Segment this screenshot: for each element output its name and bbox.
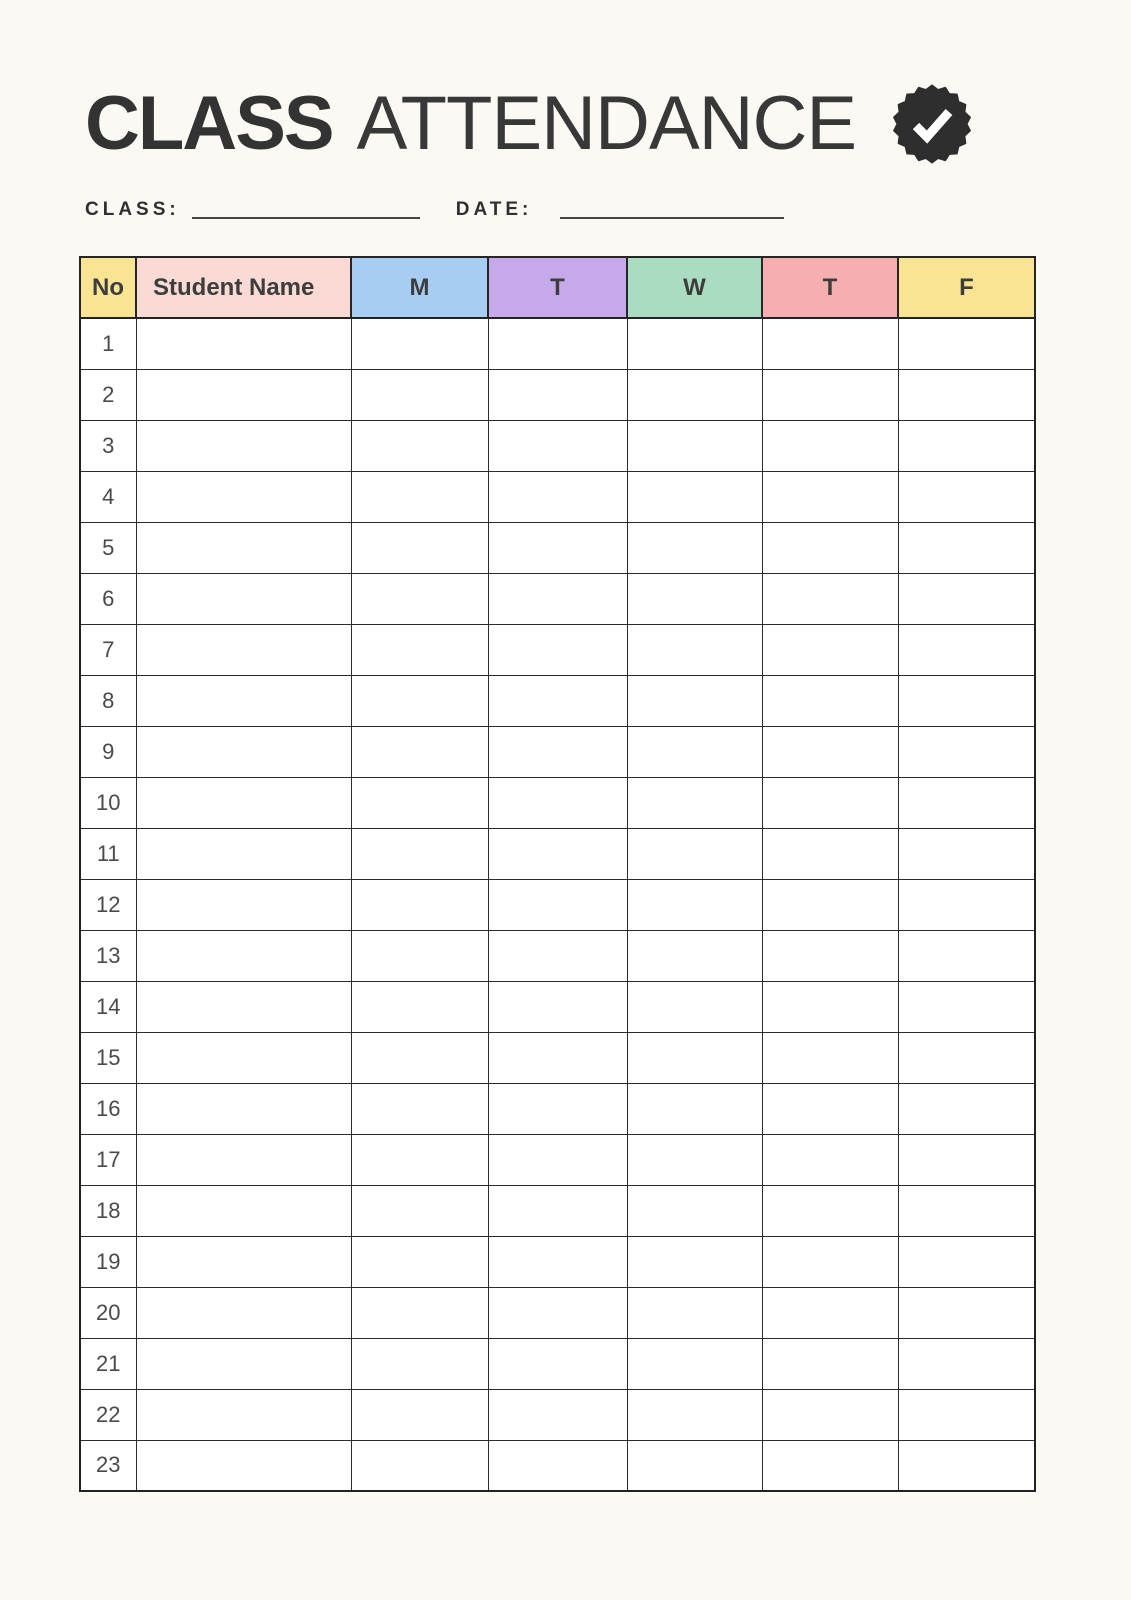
attendance-mark-cell[interactable] xyxy=(488,1134,627,1185)
attendance-mark-cell[interactable] xyxy=(488,1236,627,1287)
table-row xyxy=(80,726,1035,777)
table-row xyxy=(80,1134,1035,1185)
attendance-mark-cell[interactable] xyxy=(488,981,627,1032)
column-header-thursday: T xyxy=(762,257,898,318)
attendance-mark-cell[interactable] xyxy=(762,1389,898,1440)
attendance-mark-cell[interactable] xyxy=(627,420,762,471)
attendance-mark-cell[interactable] xyxy=(898,1440,1035,1491)
attendance-mark-cell[interactable] xyxy=(627,1287,762,1338)
student-name-cell[interactable] xyxy=(136,1287,351,1338)
table-row xyxy=(80,879,1035,930)
student-name-cell[interactable] xyxy=(136,369,351,420)
attendance-mark-cell[interactable] xyxy=(627,930,762,981)
attendance-mark-cell[interactable] xyxy=(898,420,1035,471)
student-name-cell[interactable] xyxy=(136,1338,351,1389)
attendance-mark-cell[interactable] xyxy=(627,624,762,675)
student-name-cell[interactable] xyxy=(136,828,351,879)
student-name-cell[interactable] xyxy=(136,1134,351,1185)
badge-seal xyxy=(894,85,970,162)
row-number: 9 xyxy=(80,726,136,777)
attendance-mark-cell[interactable] xyxy=(762,675,898,726)
attendance-mark-cell[interactable] xyxy=(762,573,898,624)
attendance-mark-cell[interactable] xyxy=(351,777,488,828)
table-row xyxy=(80,318,1035,369)
attendance-mark-cell[interactable] xyxy=(488,1440,627,1491)
table-row xyxy=(80,1338,1035,1389)
column-header-monday: M xyxy=(351,257,488,318)
title-class: CLASS xyxy=(85,81,333,166)
attendance-mark-cell[interactable] xyxy=(627,1440,762,1491)
attendance-mark-cell[interactable] xyxy=(898,369,1035,420)
attendance-mark-cell[interactable] xyxy=(898,1389,1035,1440)
student-name-cell[interactable] xyxy=(136,1236,351,1287)
table-row xyxy=(80,1440,1035,1491)
attendance-mark-cell[interactable] xyxy=(488,828,627,879)
attendance-mark-cell[interactable] xyxy=(351,1389,488,1440)
attendance-mark-cell[interactable] xyxy=(762,624,898,675)
row-number: 12 xyxy=(80,879,136,930)
table-row xyxy=(80,1083,1035,1134)
attendance-mark-cell[interactable] xyxy=(898,1185,1035,1236)
attendance-mark-cell[interactable] xyxy=(488,1287,627,1338)
row-number: 8 xyxy=(80,675,136,726)
table-row xyxy=(80,624,1035,675)
student-name-cell[interactable] xyxy=(136,1032,351,1083)
attendance-mark-cell[interactable] xyxy=(488,1389,627,1440)
attendance-mark-cell[interactable] xyxy=(488,726,627,777)
attendance-mark-cell[interactable] xyxy=(898,675,1035,726)
attendance-mark-cell[interactable] xyxy=(762,1185,898,1236)
attendance-mark-cell[interactable] xyxy=(762,828,898,879)
check-badge-icon xyxy=(892,84,972,164)
attendance-mark-cell[interactable] xyxy=(627,471,762,522)
attendance-mark-cell[interactable] xyxy=(762,1338,898,1389)
student-name-cell[interactable] xyxy=(136,675,351,726)
attendance-mark-cell[interactable] xyxy=(488,624,627,675)
student-name-cell[interactable] xyxy=(136,1389,351,1440)
attendance-mark-cell[interactable] xyxy=(898,1134,1035,1185)
date-field-line[interactable] xyxy=(560,213,784,219)
table-row xyxy=(80,471,1035,522)
attendance-mark-cell[interactable] xyxy=(762,1134,898,1185)
attendance-mark-cell[interactable] xyxy=(351,318,488,369)
page-title xyxy=(85,80,972,167)
column-header-wednesday: W xyxy=(627,257,762,318)
attendance-mark-cell[interactable] xyxy=(351,828,488,879)
attendance-mark-cell[interactable] xyxy=(762,930,898,981)
title-attendance: ATTENDANCE xyxy=(356,81,857,166)
attendance-mark-cell[interactable] xyxy=(351,981,488,1032)
table-header-row xyxy=(80,257,1035,318)
table-row xyxy=(80,1032,1035,1083)
table-row xyxy=(80,1287,1035,1338)
attendance-mark-cell[interactable] xyxy=(627,879,762,930)
attendance-mark-cell[interactable] xyxy=(488,1338,627,1389)
attendance-mark-cell[interactable] xyxy=(351,879,488,930)
table-row xyxy=(80,777,1035,828)
column-header-student-name: Student Name xyxy=(136,257,351,318)
date-field-label: DATE: xyxy=(455,199,533,220)
attendance-mark-cell[interactable] xyxy=(488,879,627,930)
attendance-mark-cell[interactable] xyxy=(627,777,762,828)
attendance-mark-cell[interactable] xyxy=(351,726,488,777)
attendance-mark-cell[interactable] xyxy=(627,1032,762,1083)
attendance-mark-cell[interactable] xyxy=(762,726,898,777)
attendance-mark-cell[interactable] xyxy=(351,369,488,420)
table-row xyxy=(80,675,1035,726)
row-number: 2 xyxy=(80,369,136,420)
table-row xyxy=(80,573,1035,624)
column-header-friday: F xyxy=(898,257,1035,318)
row-number: 3 xyxy=(80,420,136,471)
attendance-mark-cell[interactable] xyxy=(762,777,898,828)
student-name-cell[interactable] xyxy=(136,777,351,828)
attendance-mark-cell[interactable] xyxy=(627,828,762,879)
attendance-mark-cell[interactable] xyxy=(351,1236,488,1287)
attendance-mark-cell[interactable] xyxy=(627,1236,762,1287)
table-row xyxy=(80,828,1035,879)
student-name-cell[interactable] xyxy=(136,1185,351,1236)
attendance-mark-cell[interactable] xyxy=(488,675,627,726)
attendance-mark-cell[interactable] xyxy=(351,1338,488,1389)
attendance-mark-cell[interactable] xyxy=(762,1236,898,1287)
row-number: 7 xyxy=(80,624,136,675)
attendance-mark-cell[interactable] xyxy=(898,726,1035,777)
attendance-mark-cell[interactable] xyxy=(627,1134,762,1185)
attendance-mark-cell[interactable] xyxy=(351,420,488,471)
attendance-mark-cell[interactable] xyxy=(898,828,1035,879)
attendance-mark-cell[interactable] xyxy=(627,1185,762,1236)
row-number: 15 xyxy=(80,1032,136,1083)
table-body xyxy=(80,318,1035,1491)
attendance-mark-cell[interactable] xyxy=(898,1338,1035,1389)
attendance-mark-cell[interactable] xyxy=(351,471,488,522)
row-number: 17 xyxy=(80,1134,136,1185)
row-number: 6 xyxy=(80,573,136,624)
attendance-mark-cell[interactable] xyxy=(488,522,627,573)
table-row xyxy=(80,981,1035,1032)
attendance-mark-cell[interactable] xyxy=(762,1287,898,1338)
row-number: 14 xyxy=(80,981,136,1032)
student-name-cell[interactable] xyxy=(136,930,351,981)
row-number: 11 xyxy=(80,828,136,879)
attendance-mark-cell[interactable] xyxy=(762,1032,898,1083)
attendance-mark-cell[interactable] xyxy=(898,1032,1035,1083)
attendance-mark-cell[interactable] xyxy=(488,1032,627,1083)
attendance-mark-cell[interactable] xyxy=(351,1134,488,1185)
attendance-mark-cell[interactable] xyxy=(762,522,898,573)
attendance-mark-cell[interactable] xyxy=(351,624,488,675)
row-number: 18 xyxy=(80,1185,136,1236)
attendance-mark-cell[interactable] xyxy=(488,1185,627,1236)
attendance-mark-cell[interactable] xyxy=(898,573,1035,624)
attendance-mark-cell[interactable] xyxy=(898,624,1035,675)
row-number: 20 xyxy=(80,1287,136,1338)
attendance-mark-cell[interactable] xyxy=(488,777,627,828)
table-row xyxy=(80,1236,1035,1287)
attendance-mark-cell[interactable] xyxy=(627,1083,762,1134)
attendance-table xyxy=(79,256,1036,1492)
attendance-mark-cell[interactable] xyxy=(762,369,898,420)
row-number: 23 xyxy=(80,1440,136,1491)
class-field-line[interactable] xyxy=(192,213,420,219)
attendance-mark-cell[interactable] xyxy=(488,471,627,522)
attendance-mark-cell[interactable] xyxy=(351,1083,488,1134)
attendance-mark-cell[interactable] xyxy=(627,726,762,777)
row-number: 1 xyxy=(80,318,136,369)
attendance-mark-cell[interactable] xyxy=(351,930,488,981)
attendance-mark-cell[interactable] xyxy=(762,1440,898,1491)
attendance-mark-cell[interactable] xyxy=(762,879,898,930)
student-name-cell[interactable] xyxy=(136,318,351,369)
attendance-mark-cell[interactable] xyxy=(898,879,1035,930)
table-row xyxy=(80,420,1035,471)
student-name-cell[interactable] xyxy=(136,573,351,624)
attendance-mark-cell[interactable] xyxy=(627,1389,762,1440)
attendance-mark-cell[interactable] xyxy=(351,1185,488,1236)
table-row xyxy=(80,522,1035,573)
attendance-mark-cell[interactable] xyxy=(488,420,627,471)
student-name-cell[interactable] xyxy=(136,1440,351,1491)
attendance-mark-cell[interactable] xyxy=(351,675,488,726)
attendance-mark-cell[interactable] xyxy=(351,1287,488,1338)
row-number: 21 xyxy=(80,1338,136,1389)
attendance-mark-cell[interactable] xyxy=(488,1083,627,1134)
attendance-mark-cell[interactable] xyxy=(762,471,898,522)
student-name-cell[interactable] xyxy=(136,522,351,573)
attendance-mark-cell[interactable] xyxy=(898,1083,1035,1134)
student-name-cell[interactable] xyxy=(136,471,351,522)
attendance-mark-cell[interactable] xyxy=(488,573,627,624)
class-field-label: CLASS: xyxy=(85,199,180,220)
attendance-mark-cell[interactable] xyxy=(898,930,1035,981)
form-fields xyxy=(85,199,784,221)
attendance-mark-cell[interactable] xyxy=(351,522,488,573)
attendance-mark-cell[interactable] xyxy=(762,981,898,1032)
student-name-cell[interactable] xyxy=(136,981,351,1032)
attendance-mark-cell[interactable] xyxy=(627,522,762,573)
student-name-cell[interactable] xyxy=(136,726,351,777)
attendance-mark-cell[interactable] xyxy=(898,318,1035,369)
attendance-mark-cell[interactable] xyxy=(627,1338,762,1389)
attendance-mark-cell[interactable] xyxy=(762,1083,898,1134)
student-name-cell[interactable] xyxy=(136,879,351,930)
row-number: 4 xyxy=(80,471,136,522)
attendance-mark-cell[interactable] xyxy=(488,369,627,420)
student-name-cell[interactable] xyxy=(136,624,351,675)
row-number: 13 xyxy=(80,930,136,981)
attendance-mark-cell[interactable] xyxy=(898,981,1035,1032)
attendance-mark-cell[interactable] xyxy=(898,1236,1035,1287)
table-row xyxy=(80,930,1035,981)
table-row xyxy=(80,1389,1035,1440)
column-header-no: No xyxy=(80,257,136,318)
attendance-mark-cell[interactable] xyxy=(351,1440,488,1491)
attendance-mark-cell[interactable] xyxy=(898,522,1035,573)
row-number: 19 xyxy=(80,1236,136,1287)
student-name-cell[interactable] xyxy=(136,1083,351,1134)
row-number: 5 xyxy=(80,522,136,573)
attendance-mark-cell[interactable] xyxy=(488,318,627,369)
attendance-mark-cell[interactable] xyxy=(627,981,762,1032)
row-number: 22 xyxy=(80,1389,136,1440)
attendance-mark-cell[interactable] xyxy=(762,318,898,369)
attendance-mark-cell[interactable] xyxy=(627,369,762,420)
attendance-mark-cell[interactable] xyxy=(627,318,762,369)
student-name-cell[interactable] xyxy=(136,420,351,471)
table-row xyxy=(80,369,1035,420)
attendance-mark-cell[interactable] xyxy=(762,420,898,471)
table-row xyxy=(80,1185,1035,1236)
attendance-mark-cell[interactable] xyxy=(488,930,627,981)
attendance-mark-cell[interactable] xyxy=(351,573,488,624)
attendance-mark-cell[interactable] xyxy=(898,777,1035,828)
row-number: 16 xyxy=(80,1083,136,1134)
attendance-mark-cell[interactable] xyxy=(627,573,762,624)
attendance-mark-cell[interactable] xyxy=(627,675,762,726)
row-number: 10 xyxy=(80,777,136,828)
attendance-mark-cell[interactable] xyxy=(898,1287,1035,1338)
column-header-tuesday: T xyxy=(488,257,627,318)
attendance-mark-cell[interactable] xyxy=(898,471,1035,522)
attendance-mark-cell[interactable] xyxy=(351,1032,488,1083)
